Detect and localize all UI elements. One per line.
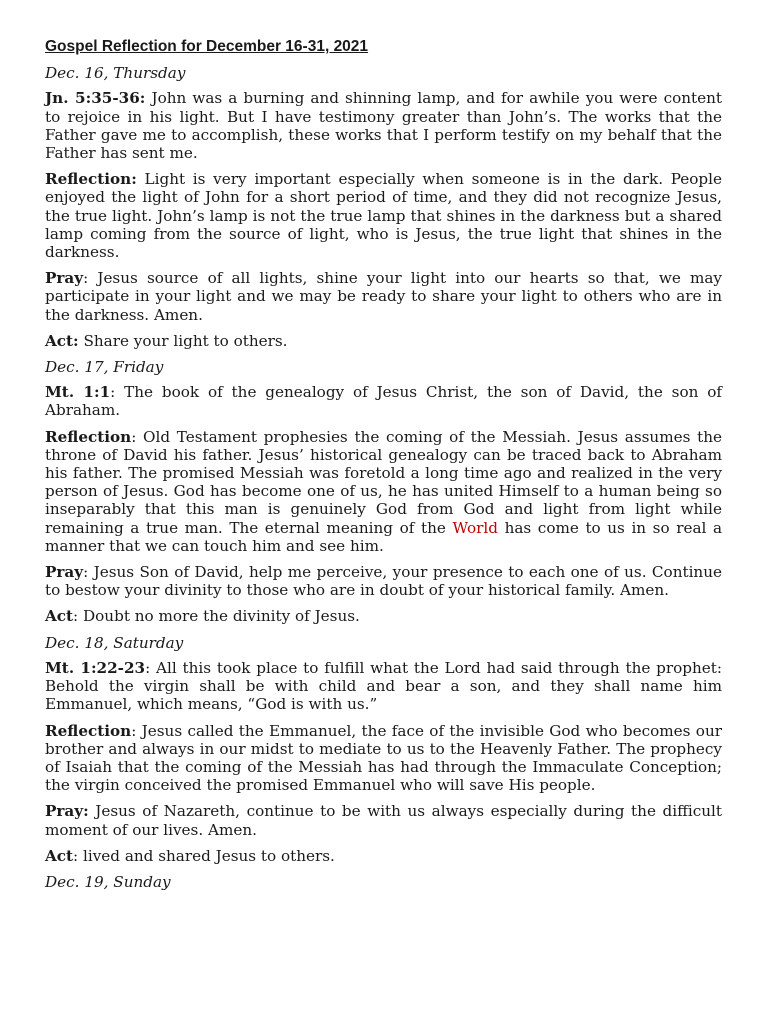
pray-text: : Jesus source of all lights, shine your light into our hearts so that, we may participate in your light and we may be ready to share your light to others who are in the darkness. Amen. (45, 269, 722, 324)
pray-text: Jesus of Nazareth, continue to be with us always especially during the difficult moment of our lives. Amen. (45, 802, 722, 839)
act-paragraph (45, 332, 722, 350)
pray-text: : Jesus Son of David, help me perceive, your presence to each one of us. Continue to bestow your divinity to those who are in doubt of your historical family. Amen. (45, 563, 722, 600)
pray-paragraph (45, 269, 722, 324)
pray-label: Pray (45, 563, 84, 582)
act-text: Share your light to others. (78, 331, 288, 350)
pray-label: Pray: (45, 802, 89, 821)
pray-paragraph (45, 563, 722, 599)
verse-paragraph (45, 89, 722, 162)
document-page (45, 38, 722, 898)
pray-label: Pray (45, 269, 84, 288)
reflection-text-continued: has come to us in so real a manner that we can touch him and see him. (45, 518, 723, 555)
verse-text: John was a burning and shinning lamp, and for awhile you were content to rejoice in his light. But I have testimony greater than John’s. The works that the Father gave me to accomplish, these works that I perform testify on my behalf that the Father has sent me. (45, 89, 722, 163)
verse-paragraph (45, 659, 722, 714)
date-heading: Dec. 16, Thursday (45, 64, 186, 83)
verse-paragraph (45, 383, 722, 419)
reflection-label: Reflection (45, 427, 132, 446)
highlighted-word: World (452, 518, 498, 537)
act-paragraph (45, 607, 722, 625)
verse-label: Mt. 1:22-23 (45, 658, 146, 677)
act-text: : Doubt no more the divinity of Jesus. (73, 607, 360, 626)
reflection-paragraph (45, 428, 722, 555)
pray-paragraph (45, 802, 722, 838)
reflection-label: Reflection (45, 721, 132, 740)
reflection-label: Reflection: (45, 170, 137, 189)
reflection-paragraph (45, 722, 722, 795)
reflection-text: : Old Testament prophesies the coming of the Messiah. Jesus assumes the throne of David his father. Jesus’ historical genealogy can be traced back to Abraham his father. The promised Messiah was foretold a long time ago and realized in the very person of Jesus. God has become one of us, he has united Himself to a human being so inseparably that this man is genuinely God from God and light from light while remaining a true man. The eternal meaning of the (45, 427, 722, 537)
verse-text: : All this took place to fulfill what the Lord had said through the prophet: Behold the virgin shall be with child and bear a son, and they shall name him Emmanuel, which means, “God is with us.” (45, 658, 722, 714)
act-label: Act (45, 607, 74, 626)
date-heading: Dec. 17, Friday (45, 358, 164, 377)
reflection-paragraph (45, 170, 722, 261)
verse-label: Jn. 5:35-36: (45, 89, 146, 108)
act-text: : lived and shared Jesus to others. (73, 846, 335, 865)
date-heading: Dec. 18, Saturday (45, 633, 184, 652)
reflection-text: Light is very important especially when someone is in the dark. People enjoyed the light of John for a short period of time, and they did not recognize Jesus, the true light. John’s lamp is not the true lamp that shines in the darkness but a shared lamp coming from the source of light, who is Jesus, the true light that shines in the darkness. (45, 170, 722, 262)
reflection-text: : Jesus called the Emmanuel, the face of the invisible God who becomes our brother and always in our midst to mediate to us to the Heavenly Father. The prophecy of Isaiah that the coming of the Messiah has had through the Immaculate Conception; the virgin conceived the promised Emmanuel who will save His people. (45, 721, 722, 795)
act-paragraph (45, 847, 722, 865)
document-title: Gospel Reflection for December 16-31, 2021 (45, 38, 369, 55)
verse-label: Mt. 1:1 (45, 383, 111, 402)
date-heading: Dec. 19, Sunday (45, 872, 171, 891)
act-label: Act: (45, 331, 79, 350)
verse-text: : The book of the genealogy of Jesus Christ, the son of David, the son of Abraham. (45, 383, 722, 420)
act-label: Act (45, 846, 74, 865)
